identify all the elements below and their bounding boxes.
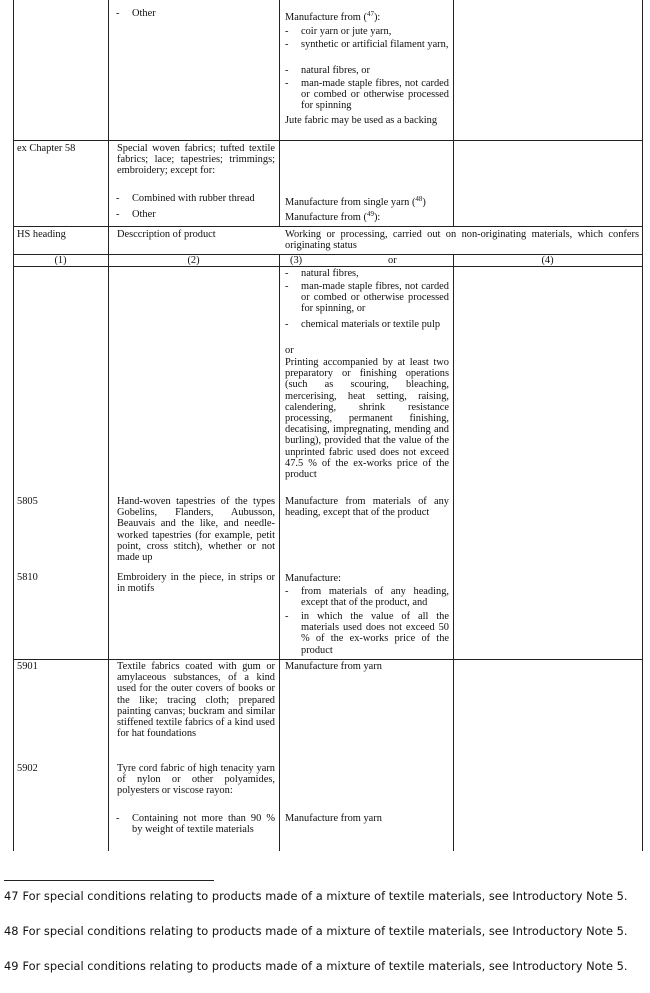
manufacture-rule: Manufacture: [285,573,341,584]
list-item: chemical materials or textile pulp [301,319,441,330]
list-item: synthetic or artificial filament yarn, [301,39,449,50]
column-border [108,0,109,254]
hs-code: 5810 [17,572,38,583]
footnote-ref: 48 [415,195,423,203]
jute-note: Jute fabric may be used as a backing [285,115,438,126]
column-border [642,254,643,851]
hs-code: ex Chapter 58 [17,143,76,154]
column-header-working: Working or processing, carried out on non-originating materials, which confers originating status [285,229,639,252]
bullet-dash: - [285,611,289,622]
hs-code: 5901 [17,661,38,672]
row-border [13,659,643,660]
column-border [13,0,14,254]
column-border [108,254,109,851]
column-number-2: (2) [187,255,200,266]
column-border [279,254,280,851]
manufacture-rule: Manufacture from ($^{49}$): [285,210,381,223]
column-number-1: (1) [54,255,67,266]
hs-code: 5902 [17,763,38,774]
column-number-4: (4) [541,255,554,266]
list-item: coir yarn or jute yarn, [301,26,392,37]
list-item: man-made staple fibres, not carded or combed or otherwise processed for spinning, or [301,281,449,315]
manufacture-rule: Manufacture from yarn [285,813,382,824]
bullet-dash: - [285,65,289,76]
footnote: 47 For special conditions relating to products made of a mixture of textile materials, see Introductory Note 5. [4,889,628,903]
manufacture-rule: Manufacture from ($^{47}$): [285,10,381,23]
product-description: Hand-woven tapestries of the types Gobelins, Flanders, Aubusson, Beauvais and the like, and needle-worked tapestries (for example, petit point, cross stitch), whether or not made up [117,496,275,564]
product-description: Special woven fabrics; tufted textile fabrics; lace; tapestries; trimmings; embroidery; except for: [117,143,275,177]
bullet-dash: - [116,8,120,19]
bullet-dash: - [285,39,289,50]
manufacture-rule: Manufacture from materials of any heading, except that of the product [285,496,449,519]
manufacture-rule: Manufacture from yarn [285,661,382,672]
bullet-dash: - [285,319,289,330]
footnote: 48 For special conditions relating to products made of a mixture of textile materials, see Introductory Note 5. [4,924,628,938]
bullet-dash: - [285,281,289,292]
bullet-dash: - [116,813,120,824]
or-label: or [388,255,397,266]
description-subitem: Other [132,8,156,19]
column-border [453,0,454,226]
product-description: Textile fabrics coated with gum or amylaceous substances, of a kind used for the outer covers of books or the like; tracing cloth; prepared painting canvas; buckram and similar stiffened textile fabrics of a kind used for hat foundations [117,661,275,740]
product-description: Tyre cord fabric of high tenacity yarn of nylon or other polyamides, polyesters or viscose rayon: [117,763,275,797]
description-subitem: Combined with rubber thread [132,193,255,204]
column-border [279,0,280,226]
column-header-description: Desccription of product [117,229,216,240]
or-text: or [285,345,294,356]
footnote-separator [4,880,214,881]
footnote-ref: 49 [366,210,374,218]
column-border [13,254,14,851]
footnote: 49 For special conditions relating to products made of a mixture of textile materials, see Introductory Note 5. [4,959,628,973]
column-number-3: (3) [290,255,303,266]
list-item: natural fibres, or [301,65,370,76]
footnote-ref: 47 [366,10,374,18]
list-item: from materials of any heading, except that of the product, and [301,586,449,609]
column-border [453,254,454,851]
column-header-hs: HS heading [17,229,66,240]
list-item: man-made staple fibres, not carded or combed or otherwise processed for spinning [301,78,449,112]
list-item: in which the value of all the materials used does not exceed 50 % of the ex-works price of the product [301,611,449,656]
hs-code: 5805 [17,496,38,507]
column-border [642,0,643,254]
printing-rule: Printing accompanied by at least two preparatory or finishing operations (such as scouring, bleaching, mercerising, heat setting, raising, calendering, shrink resistance processing, permanent finishing, decatising, impregnating, mending and burling), provided that the value of the unprinted fabric used does not exceed 47.5 % of the ex-works price of the product [285,357,449,481]
product-description: Embroidery in the piece, in strips or in motifs [117,572,275,595]
bullet-dash: - [285,586,289,597]
row-border [13,140,643,141]
bullet-dash: - [285,78,289,89]
manufacture-rule: Manufacture from single yarn ($^{48}$) [285,195,426,208]
bullet-dash: - [285,268,289,279]
bullet-dash: - [116,193,120,204]
description-subitem: Other [132,209,156,220]
bullet-dash: - [116,209,120,220]
row-border [13,226,643,227]
bullet-dash: - [285,26,289,37]
description-subitem: Containing not more than 90 % by weight of textile materials [132,813,275,836]
list-item: natural fibres, [301,268,359,279]
